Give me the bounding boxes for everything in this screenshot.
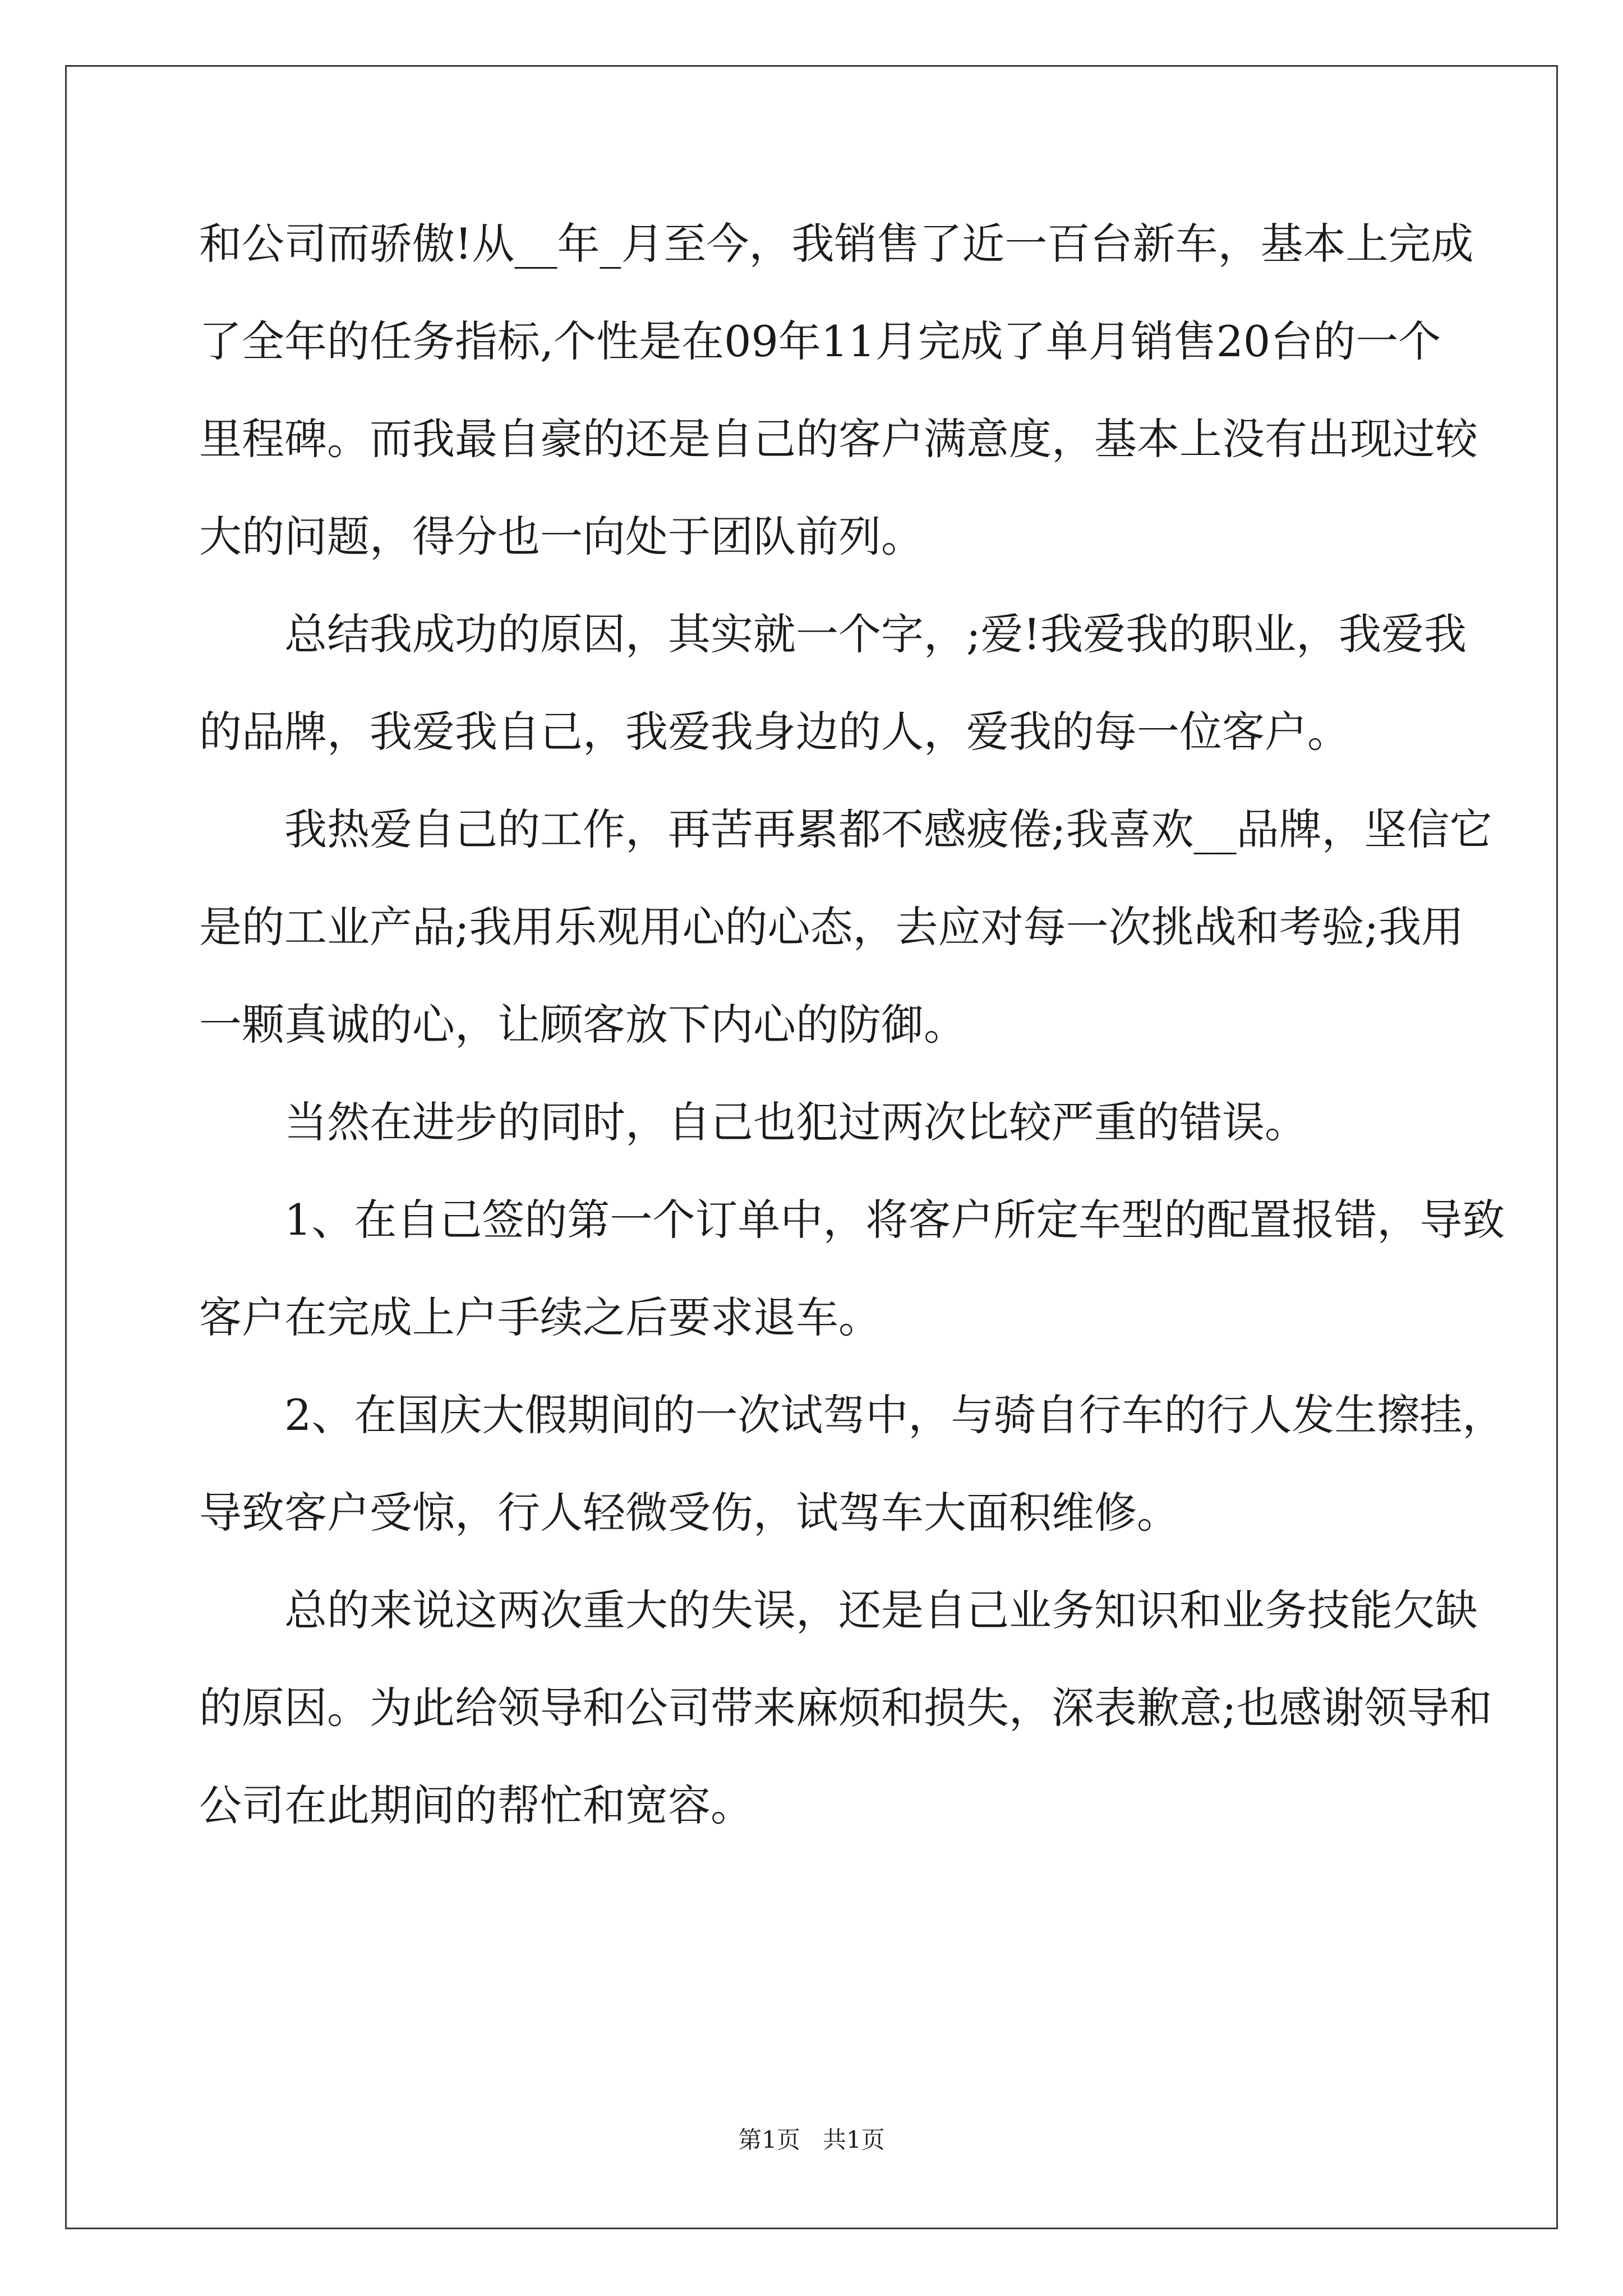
text-line: 了全年的任务指标,个性是在09年11月完成了单月销售20台的一个 bbox=[199, 316, 1441, 366]
text-line: 我热爱自己的工作，再苦再累都不感疲倦;我喜欢__品牌，坚信它 bbox=[284, 804, 1492, 854]
text-line: 总的来说这两次重大的失误，还是自己业务知识和业务技能欠缺 bbox=[284, 1585, 1478, 1635]
text-line: 导致客户受惊，行人轻微受伤，试驾车大面积维修。 bbox=[199, 1488, 1179, 1538]
text-line: 的原因。为此给领导和公司带来麻烦和损失，深表歉意;也感谢领导和 bbox=[199, 1683, 1492, 1733]
page-footer: 第1页 共1页 bbox=[738, 2126, 885, 2154]
text-line: 总结我成功的原因，其实就一个字，;爱!我爱我的职业，我爱我 bbox=[284, 609, 1467, 659]
text-line: 是的工业产品;我用乐观用心的心态，去应对每一次挑战和考验;我用 bbox=[199, 902, 1464, 952]
text-line: 的品牌，我爱我自己，我爱我身边的人，爱我的每一位客户。 bbox=[199, 707, 1350, 757]
text-line: 当然在进步的同时，自己也犯过两次比较严重的错误。 bbox=[284, 1097, 1307, 1147]
text-line: 里程碑。而我最自豪的还是自己的客户满意度，基本上没有出现过较 bbox=[199, 414, 1478, 464]
text-line: 公司在此期间的帮忙和宽容。 bbox=[199, 1780, 753, 1830]
text-line: 客户在完成上户手续之后要求退车。 bbox=[199, 1292, 881, 1342]
text-line: 和公司而骄傲!从__年_月至今，我销售了近一百台新车，基本上完成 bbox=[199, 219, 1474, 269]
text-line: 一颗真诚的心，让顾客放下内心的防御。 bbox=[199, 1000, 966, 1050]
text-line: 大的问题，得分也一向处于团队前列。 bbox=[199, 512, 924, 562]
text-line: 2、在国庆大假期间的一次试驾中，与骑自行车的行人发生擦挂， bbox=[284, 1390, 1505, 1440]
text-line: 1、在自己签的第一个订单中，将客户所定车型的配置报错，导致 bbox=[284, 1195, 1505, 1245]
